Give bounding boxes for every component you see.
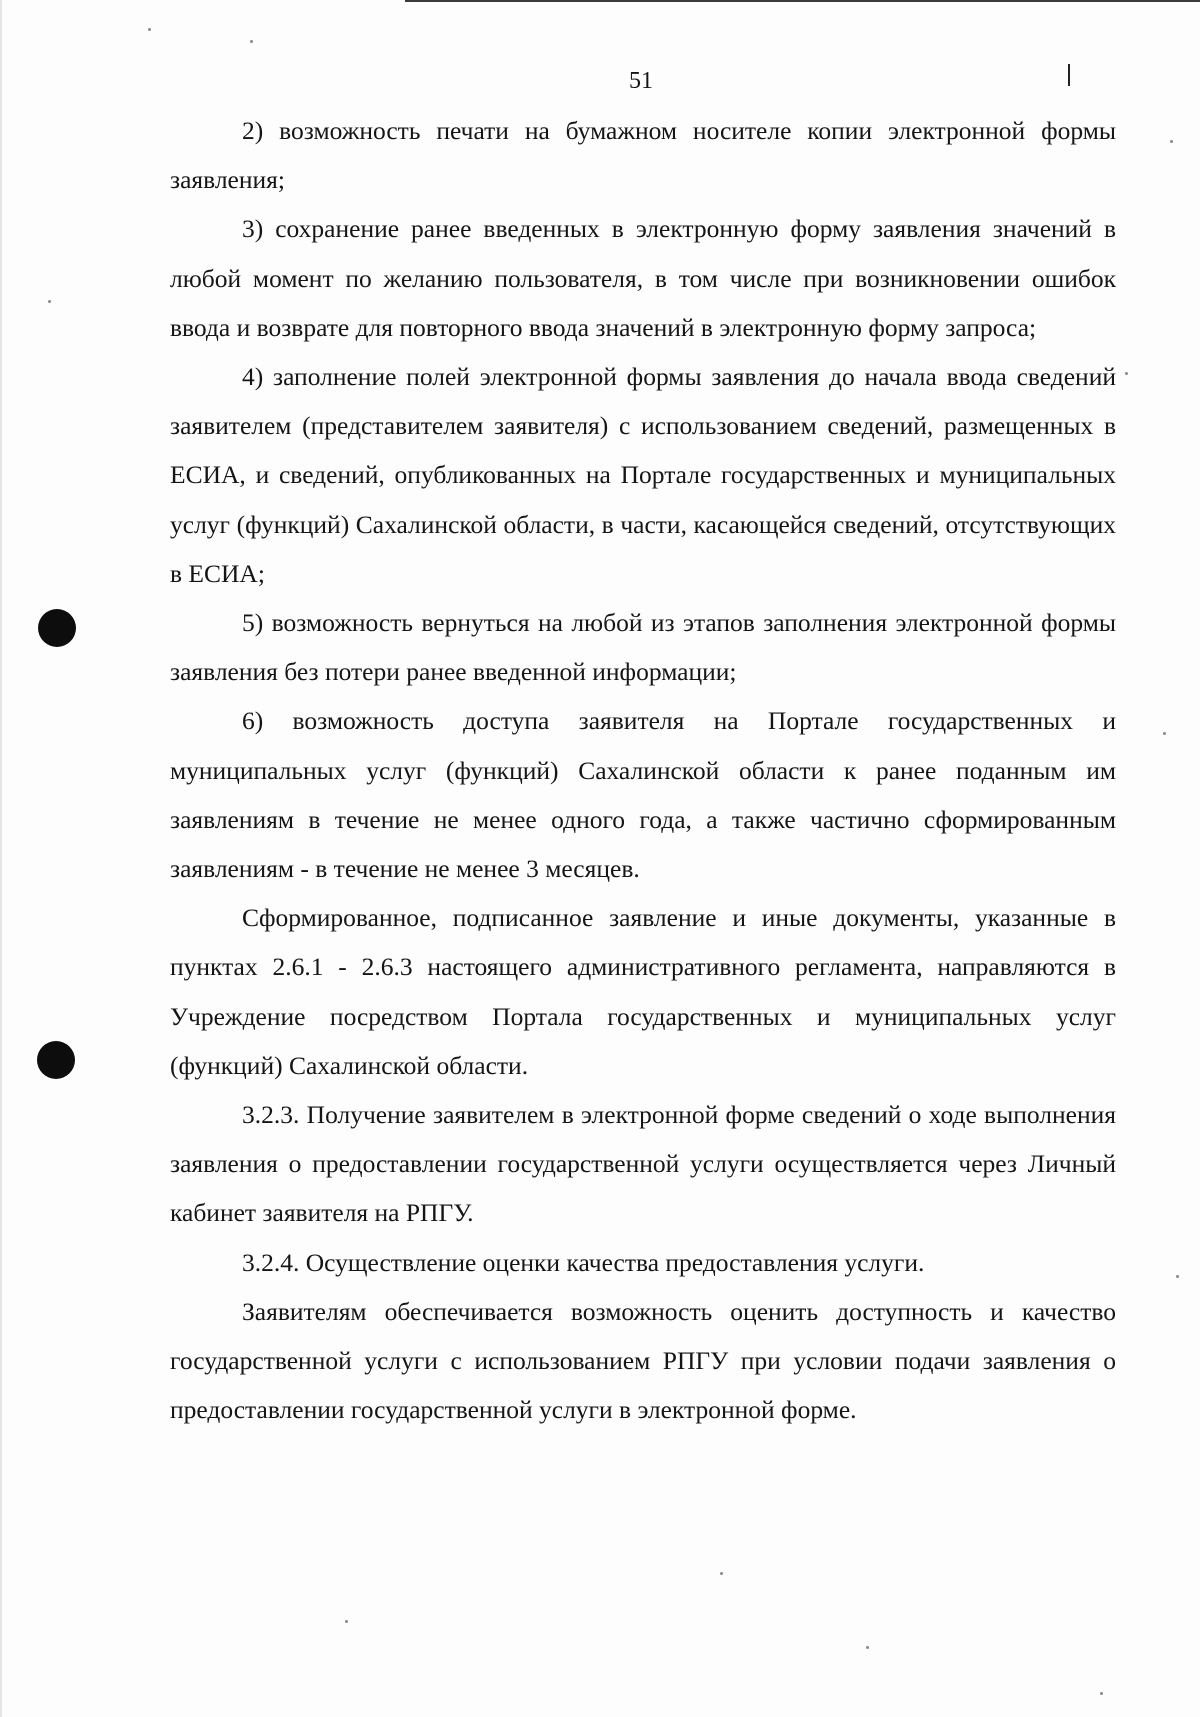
left-edge-line (0, 0, 2, 1717)
paragraph-item-2: 2) возможность печати на бумажном носителе копии электронной формы заявления; (170, 116, 1116, 195)
scan-speck (1100, 1692, 1103, 1695)
document-body (170, 106, 1116, 1434)
punch-hole-bottom (37, 1041, 75, 1079)
paragraph-quality-assessment: Заявителям обеспечивается возможность оценить доступность и качество государственной услуги с использованием РПГУ при условии подачи заявления о предоставлении государственной услуги в электронной форме. (170, 1296, 1116, 1425)
scan-speck (1176, 1275, 1179, 1278)
scan-speck (720, 1572, 723, 1575)
paragraph-3-2-4: 3.2.4. Осуществление оценки качества предоставления услуги. (242, 1247, 925, 1277)
scan-speck (345, 1620, 348, 1623)
paragraph-item-3: 3) сохранение ранее введенных в электронную форму заявления значений в любой момент по желанию пользователя, в том числе при возникновении ошибок ввода и возврате для повторного ввода значений в электронную форму запроса; (170, 214, 1116, 342)
paragraph-submission: Сформированное, подписанное заявление и иные документы, указанные в пунктах 2.6.1 - 2.6.3 настоящего административного регламента, направляются в Учреждение посредством Портала государственных и муниципальных услуг (функций) Сахалинской области. (170, 903, 1116, 1080)
punch-hole-top (38, 609, 76, 647)
scan-speck (250, 40, 253, 43)
scan-speck (1125, 372, 1128, 375)
page-number: 51 (629, 68, 653, 94)
paragraph-item-4: 4) заполнение полей электронной формы заявления до начала ввода сведений заявителем (представителем заявителя) с использованием сведений, размещенных в ЕСИА, и сведений, опубликованных на Портале государственных и муниципальных услуг (функций) Сахалинской области, в части, касающейся сведений, отсутствующих в ЕСИА; (170, 362, 1116, 588)
paragraph-3-2-3: 3.2.3. Получение заявителем в электронной форме сведений о ходе выполнения заявления о предоставлении государственной услуги осуществляется через Личный кабинет заявителя на РПГУ. (170, 1100, 1116, 1228)
paragraph-item-5: 5) возможность вернуться на любой из этапов заполнения электронной формы заявления без потери ранее введенной информации; (170, 608, 1116, 687)
scan-speck (148, 28, 151, 31)
scan-speck (866, 1646, 869, 1649)
paragraph-item-6: 6) возможность доступа заявителя на Портале государственных и муниципальных услуг (функций) Сахалинской области к ранее поданным им заявлениям в течение не менее одного года, а также частично сформированным заявлениям - в течение не менее 3 месяцев. (170, 706, 1116, 884)
scan-speck (48, 300, 51, 303)
top-edge-line (405, 0, 1200, 2)
scan-speck (1163, 732, 1166, 735)
scan-speck (1170, 140, 1173, 143)
